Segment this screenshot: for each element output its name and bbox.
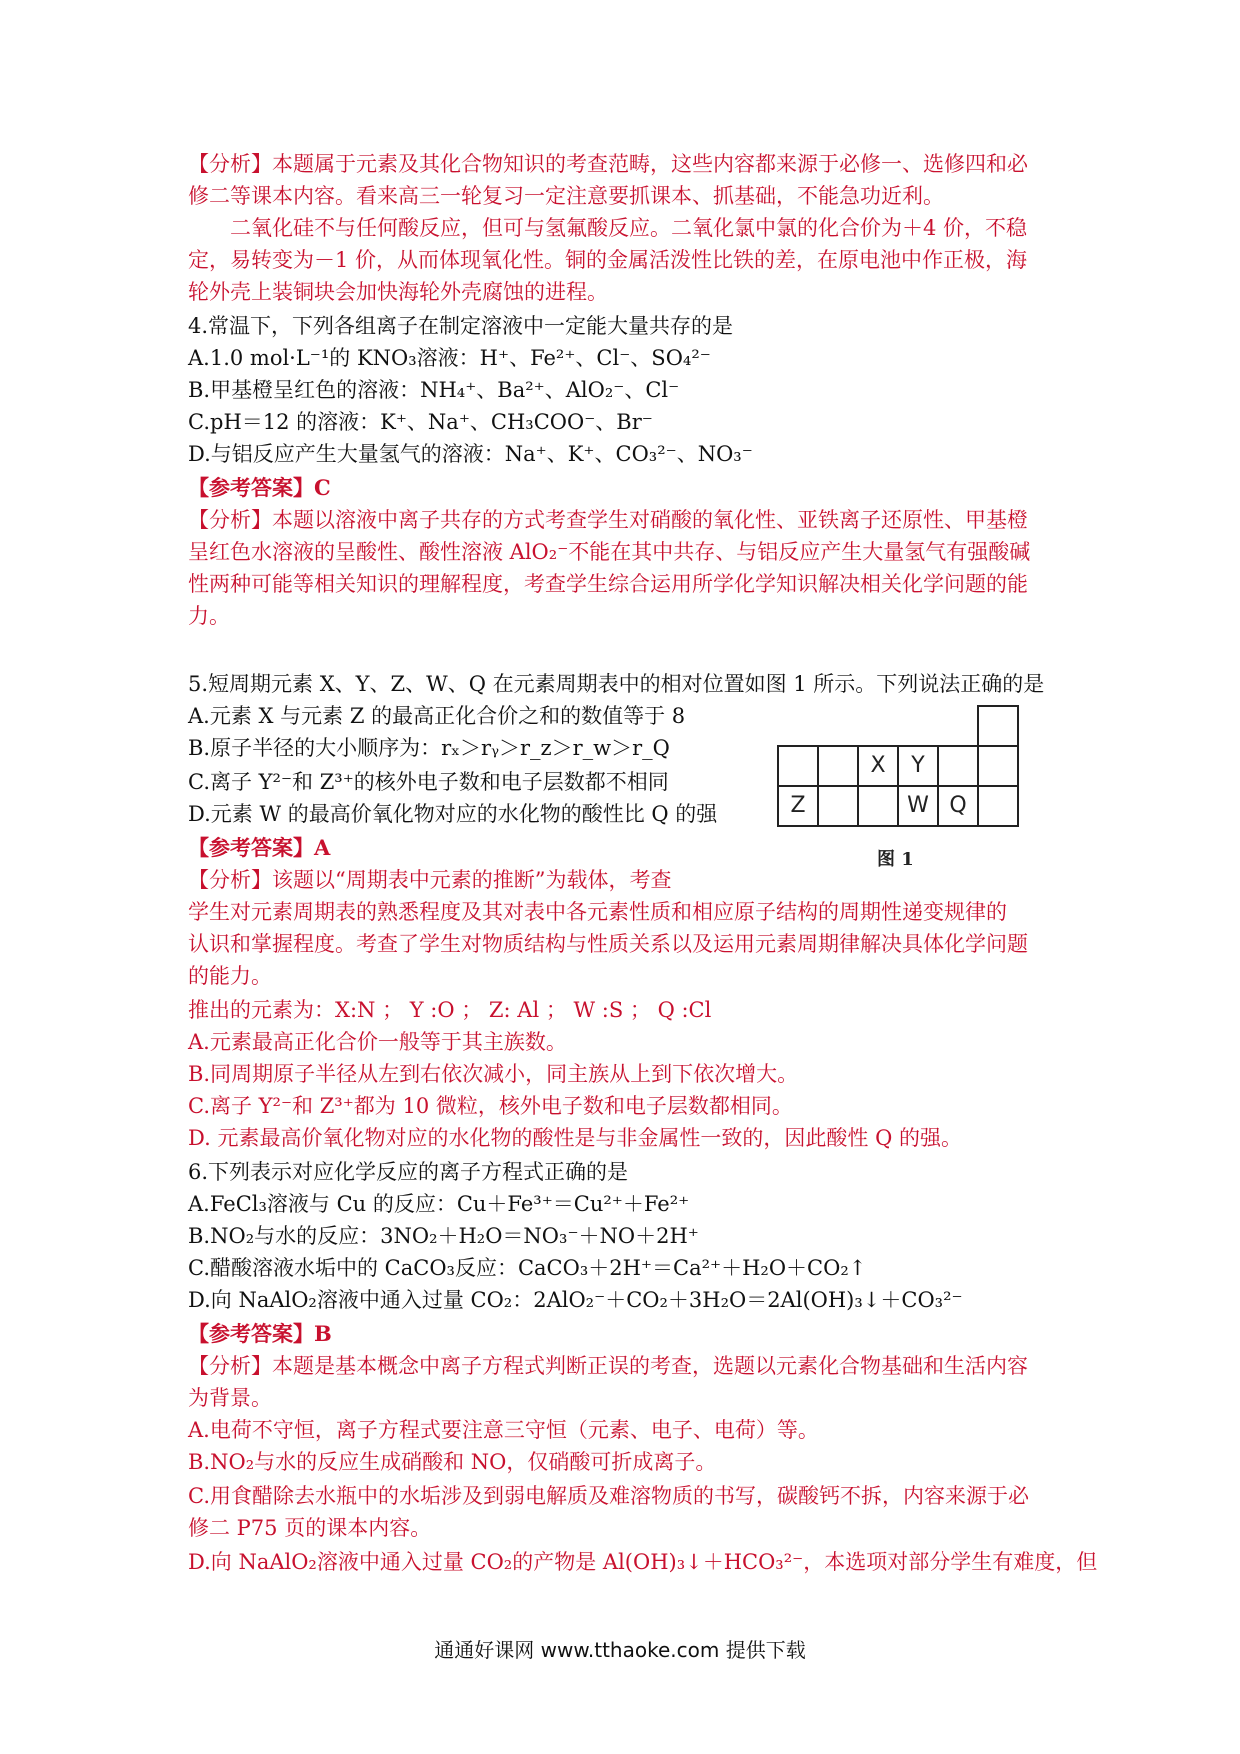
- table-cell-q: Q: [937, 785, 979, 827]
- page-footer: 通通好课网 www.tthaoke.com 提供下载: [434, 1638, 806, 1662]
- question-4-option-d: D.与铝反应产生大量氢气的溶液：Na⁺、K⁺、CO₃²⁻、NO₃⁻: [188, 442, 753, 466]
- question-6-stem: 6.下列表示对应化学反应的离子方程式正确的是: [188, 1160, 629, 1184]
- table-cell-w: W: [897, 785, 939, 827]
- table-cell-empty: [977, 785, 1019, 827]
- question-4-option-b: B.甲基橙呈红色的溶液：NH₄⁺、Ba²⁺、AlO₂⁻、Cl⁻: [188, 378, 680, 402]
- question-6-option-d: D.向 NaAlO₂溶液中通入过量 CO₂：2AlO₂⁻＋CO₂＋3H₂O＝2Al(OH)₃↓＋CO₃²⁻: [188, 1288, 963, 1312]
- question-5-stem: 5.短周期元素 X、Y、Z、W、Q 在元素周期表中的相对位置如图 1 所示。下列说法正确的是: [188, 672, 1045, 696]
- periodic-table-figure: [777, 705, 1017, 870]
- question-5-option-c: C.离子 Y²⁻和 Z³⁺的核外电子数和电子层数都不相同: [188, 770, 669, 794]
- analysis-line: 修二等课本内容。看来高三一轮复习一定注意要抓课本、抓基础，不能急功近利。: [188, 184, 944, 208]
- analysis-line: 力。: [188, 604, 230, 628]
- table-cell-x: X: [857, 745, 899, 787]
- question-5-option-b: B.原子半径的大小顺序为：rₓ＞rᵧ＞r_z＞r_w＞r_Q: [188, 736, 670, 760]
- question-6-option-c: C.醋酸溶液水垢中的 CaCO₃反应：CaCO₃＋2H⁺＝Ca²⁺＋H₂O＋CO₂↑: [188, 1256, 867, 1280]
- analysis-line: 学生对元素周期表的熟悉程度及其对表中各元素性质和相应原子结构的周期性递变规律的: [188, 900, 1007, 924]
- analysis-line: 【分析】本题是基本概念中离子方程式判断正误的考查，选题以元素化合物基础和生活内容: [188, 1354, 1028, 1378]
- analysis-line: 轮外壳上装铜块会加快海轮外壳腐蚀的进程。: [188, 280, 608, 304]
- table-cell-empty: [977, 705, 1019, 747]
- analysis-line: 的能力。: [188, 964, 272, 988]
- question-5-option-d: D.元素 W 的最高价氧化物对应的水化物的酸性比 Q 的强: [188, 802, 718, 826]
- analysis-line: 定，易转变为－1 价，从而体现氧化性。铜的金属活泼性比铁的差，在原电池中作正极，海: [188, 248, 1028, 272]
- analysis-line: A.元素最高正化合价一般等于其主族数。: [188, 1030, 567, 1054]
- analysis-line: D.向 NaAlO₂溶液中通入过量 CO₂的产物是 Al(OH)₃↓＋HCO₃²⁻，本选项对部分学生有难度，但: [188, 1550, 1098, 1574]
- analysis-line: 修二 P75 页的课本内容。: [188, 1516, 432, 1540]
- analysis-line: 性两种可能等相关知识的理解程度，考查学生综合运用所学化学知识解决相关化学问题的能: [188, 572, 1028, 596]
- table-cell-empty: [777, 745, 819, 787]
- analysis-line: 【分析】本题属于元素及其化合物知识的考查范畴，这些内容都来源于必修一、选修四和必: [188, 152, 1028, 176]
- question-5-answer: 【参考答案】A: [188, 835, 331, 860]
- analysis-line: C.离子 Y²⁻和 Z³⁺都为 10 微粒，核外电子数和电子层数都相同。: [188, 1094, 793, 1118]
- figure-caption: 图 1: [877, 849, 914, 870]
- table-cell-empty: [857, 785, 899, 827]
- analysis-line: 【分析】本题以溶液中离子共存的方式考查学生对硝酸的氧化性、亚铁离子还原性、甲基橙: [188, 508, 1028, 532]
- question-6-answer: 【参考答案】B: [188, 1321, 332, 1346]
- analysis-line: 【分析】该题以“周期表中元素的推断”为载体，考查: [188, 868, 672, 892]
- table-cell-empty: [937, 745, 979, 787]
- question-6-option-b: B.NO₂与水的反应：3NO₂＋H₂O＝NO₃⁻＋NO＋2H⁺: [188, 1224, 699, 1248]
- table-cell-y: Y: [897, 745, 939, 787]
- analysis-line: 为背景。: [188, 1386, 272, 1410]
- table-cell-z: Z: [777, 785, 819, 827]
- analysis-line: A.电荷不守恒，离子方程式要注意三守恒（元素、电子、电荷）等。: [188, 1418, 819, 1442]
- table-cell-empty: [817, 785, 859, 827]
- analysis-line: 二氧化硅不与任何酸反应，但可与氢氟酸反应。二氧化氯中氯的化合价为＋4 价，不稳: [230, 216, 1028, 240]
- question-4-stem: 4.常温下，下列各组离子在制定溶液中一定能大量共存的是: [188, 314, 734, 338]
- analysis-line: 呈红色水溶液的呈酸性、酸性溶液 AlO₂⁻不能在其中共存、与铝反应产生大量氢气有强酸碱: [188, 540, 1031, 564]
- table-cell-empty: [977, 745, 1019, 787]
- analysis-line: 推出的元素为：X:N ； Y :O ； Z: Al ； W :S ； Q :Cl: [188, 998, 712, 1022]
- question-4-option-a: A.1.0 mol·L⁻¹的 KNO₃溶液：H⁺、Fe²⁺、Cl⁻、SO₄²⁻: [188, 346, 711, 370]
- analysis-line: C.用食醋除去水瓶中的水垢涉及到弱电解质及难溶物质的书写，碳酸钙不拆，内容来源于必: [188, 1484, 1029, 1508]
- question-4-option-c: C.pH＝12 的溶液：K⁺、Na⁺、CH₃COO⁻、Br⁻: [188, 410, 653, 434]
- analysis-line: 认识和掌握程度。考查了学生对物质结构与性质关系以及运用元素周期律解决具体化学问题: [188, 932, 1028, 956]
- analysis-line: D. 元素最高价氧化物对应的水化物的酸性是与非金属性一致的，因此酸性 Q 的强。: [188, 1126, 963, 1150]
- question-4-answer: 【参考答案】C: [188, 475, 331, 500]
- table-cell-empty: [817, 745, 859, 787]
- question-6-option-a: A.FeCl₃溶液与 Cu 的反应：Cu＋Fe³⁺＝Cu²⁺＋Fe²⁺: [188, 1192, 690, 1216]
- analysis-line: B.同周期原子半径从左到右依次减小，同主族从上到下依次增大。: [188, 1062, 799, 1086]
- question-5-option-a: A.元素 X 与元素 Z 的最高正化合价之和的数值等于 8: [188, 704, 686, 728]
- analysis-line: B.NO₂与水的反应生成硝酸和 NO，仅硝酸可折成离子。: [188, 1450, 717, 1474]
